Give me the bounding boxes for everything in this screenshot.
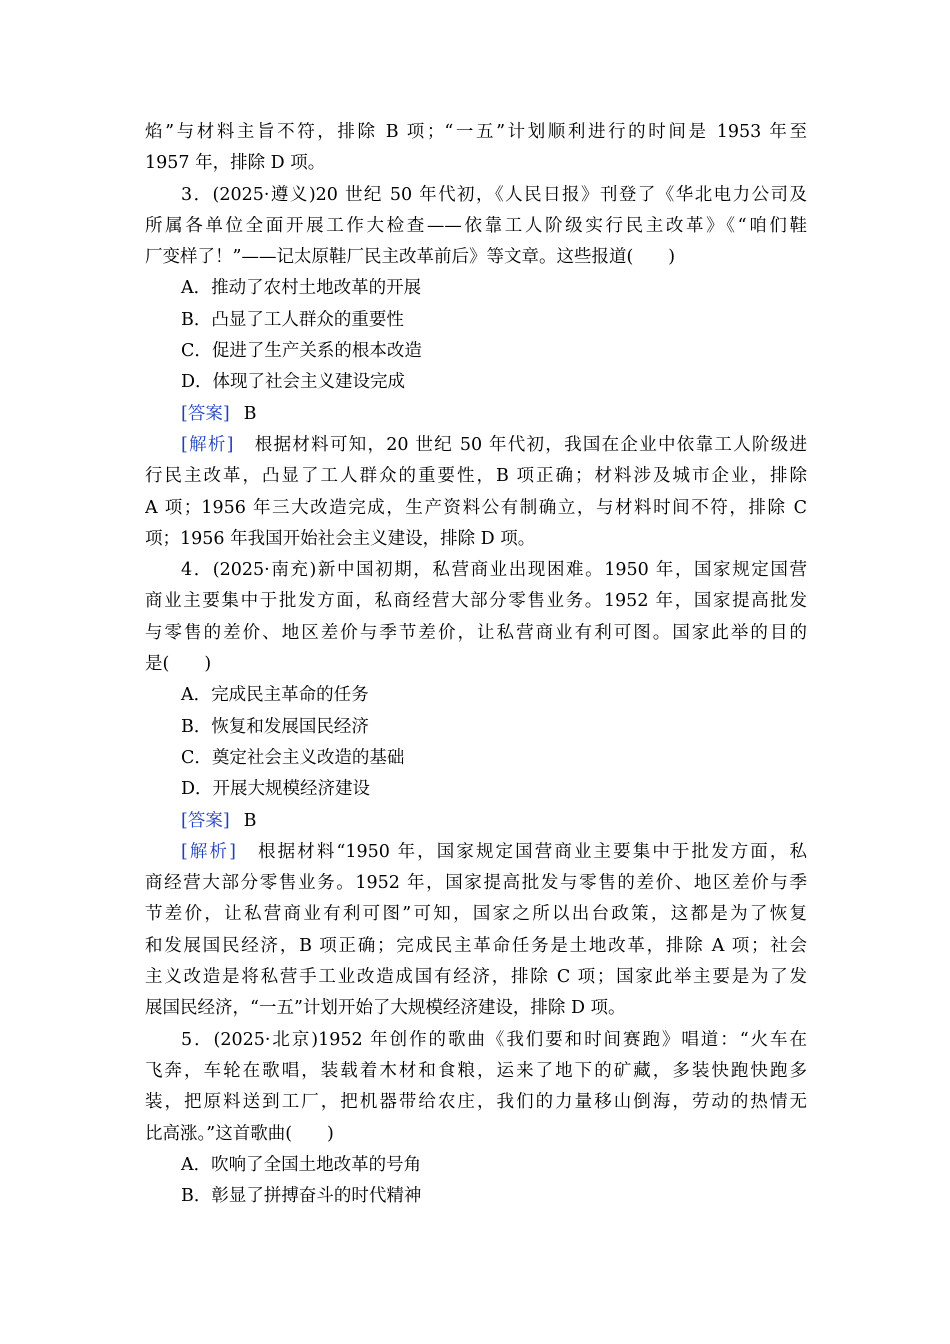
text-line bbox=[145, 618, 807, 649]
line-text: 商经营大部分零售业务。1952 年，国家提高批发与零售的差价、地区差价与季 bbox=[145, 873, 807, 894]
line-text: A．推动了农村土地改革的开展 bbox=[181, 278, 422, 299]
line-text: C．奠定社会主义改造的基础 bbox=[181, 747, 405, 768]
line-text: 飞奔，车轮在歌唱，装载着木材和食粮，运来了地下的矿藏，多装快跑快跑多 bbox=[145, 1060, 807, 1081]
text-line bbox=[145, 743, 807, 774]
line-text: D．开展大规模经济建设 bbox=[181, 779, 371, 800]
analysis-line bbox=[145, 430, 807, 461]
line-text: 所属各单位全面开展工作大检查——依靠工人阶级实行民主改革》《“咱们鞋 bbox=[145, 215, 807, 236]
text-line bbox=[145, 680, 807, 711]
line-text: B bbox=[243, 403, 257, 424]
line-text: A 项；1956 年三大改造完成，生产资料公有制确立，与材料时间不符，排除 C bbox=[145, 497, 807, 518]
line-text: 项；1956 年我国开始社会主义建设，排除 D 项。 bbox=[145, 528, 536, 549]
line-text: 根据材料“1950 年，国家规定国营商业主要集中于批发方面，私 bbox=[255, 841, 807, 862]
answer-tag: [答案] bbox=[181, 810, 230, 831]
line-text: 行民主改革，凸显了工人群众的重要性，B 项正确；材料涉及城市企业，排除 bbox=[145, 466, 807, 487]
line-text: B．恢复和发展国民经济 bbox=[181, 716, 369, 737]
text-line bbox=[145, 962, 807, 993]
line-text: 厂变样了！”——记太原鞋厂民主改革前后》等文章。这些报道( ) bbox=[145, 247, 676, 268]
text-line bbox=[145, 273, 807, 304]
line-text: 装，把原料送到工厂，把机器带给农庄，我们的力量移山倒海，劳动的热情无 bbox=[145, 1092, 807, 1113]
line-text: 5．(2025·北京)1952 年创作的歌曲《我们要和时间赛跑》唱道：“火车在 bbox=[181, 1029, 807, 1050]
text-line bbox=[145, 586, 807, 617]
answer-line bbox=[145, 399, 807, 430]
text-line bbox=[145, 1056, 807, 1087]
line-text: 4．(2025·南充)新中国初期，私营商业出现困难。1950 年，国家规定国营 bbox=[181, 560, 807, 581]
line-text: 展国民经济，“一五”计划开始了大规模经济建设，排除 D 项。 bbox=[145, 998, 626, 1019]
text-line bbox=[145, 336, 807, 367]
text-line bbox=[145, 180, 807, 211]
line-text: 节差价，让私营商业有利可图”可知，国家之所以出台政策，这都是为了恢复 bbox=[145, 904, 807, 925]
text-line bbox=[145, 1087, 807, 1118]
line-text: 与零售的差价、地区差价与季节差价，让私营商业有利可图。国家此举的目的 bbox=[145, 622, 807, 643]
line-text: 1957 年，排除 D 项。 bbox=[145, 153, 326, 174]
text-line bbox=[145, 1150, 807, 1181]
analysis-line bbox=[145, 837, 807, 868]
text-line bbox=[145, 649, 807, 680]
line-text: B．彰显了拼搏奋斗的时代精神 bbox=[181, 1186, 422, 1207]
text-line bbox=[145, 1181, 807, 1212]
text-line bbox=[145, 774, 807, 805]
text-line bbox=[145, 367, 807, 398]
line-text: 是( ) bbox=[145, 654, 212, 675]
text-line bbox=[145, 242, 807, 273]
text-line bbox=[145, 1025, 807, 1056]
line-text: B．凸显了工人群众的重要性 bbox=[181, 309, 404, 330]
line-text: A．吹响了全国土地改革的号角 bbox=[181, 1154, 422, 1175]
text-line bbox=[145, 555, 807, 586]
line-text: 和发展国民经济，B 项正确；完成民主革命任务是土地改革，排除 A 项；社会 bbox=[145, 935, 807, 956]
analysis-tag: [解析] bbox=[181, 434, 234, 455]
text-line bbox=[145, 899, 807, 930]
text-line bbox=[145, 993, 807, 1024]
line-text: 3．(2025·遵义)20 世纪 50 年代初，《人民日报》刊登了《华北电力公司及 bbox=[181, 184, 807, 205]
answer-tag: [答案] bbox=[181, 403, 230, 424]
text-line bbox=[145, 461, 807, 492]
line-text: A．完成民主革命的任务 bbox=[181, 685, 369, 706]
line-text: 比高涨。”这首歌曲( ) bbox=[145, 1123, 334, 1144]
text-line bbox=[145, 148, 807, 179]
line-text: 主义改造是将私营手工业改造成国有经济，排除 C 项；国家此举主要是为了发 bbox=[145, 967, 807, 988]
line-text: C．促进了生产关系的根本改造 bbox=[181, 341, 422, 362]
analysis-tag: [解析] bbox=[181, 841, 236, 862]
text-line bbox=[145, 524, 807, 555]
line-text: 根据材料可知，20 世纪 50 年代初，我国在企业中依靠工人阶级进 bbox=[253, 434, 807, 455]
line-text: 商业主要集中于批发方面，私商经营大部分零售业务。1952 年，国家提高批发 bbox=[145, 591, 807, 612]
answer-line bbox=[145, 806, 807, 837]
line-text: 焰”与材料主旨不符，排除 B 项；“一五”计划顺利进行的时间是 1953 年至 bbox=[145, 122, 807, 142]
text-line bbox=[145, 493, 807, 524]
document-page bbox=[145, 117, 807, 1212]
text-line bbox=[145, 931, 807, 962]
text-line bbox=[145, 712, 807, 743]
line-text: B bbox=[243, 810, 257, 831]
text-line bbox=[145, 211, 807, 242]
line-text: D．体现了社会主义建设完成 bbox=[181, 372, 406, 393]
text-line bbox=[145, 868, 807, 899]
text-line bbox=[145, 305, 807, 336]
text-line bbox=[145, 1119, 807, 1150]
text-line bbox=[145, 117, 807, 148]
